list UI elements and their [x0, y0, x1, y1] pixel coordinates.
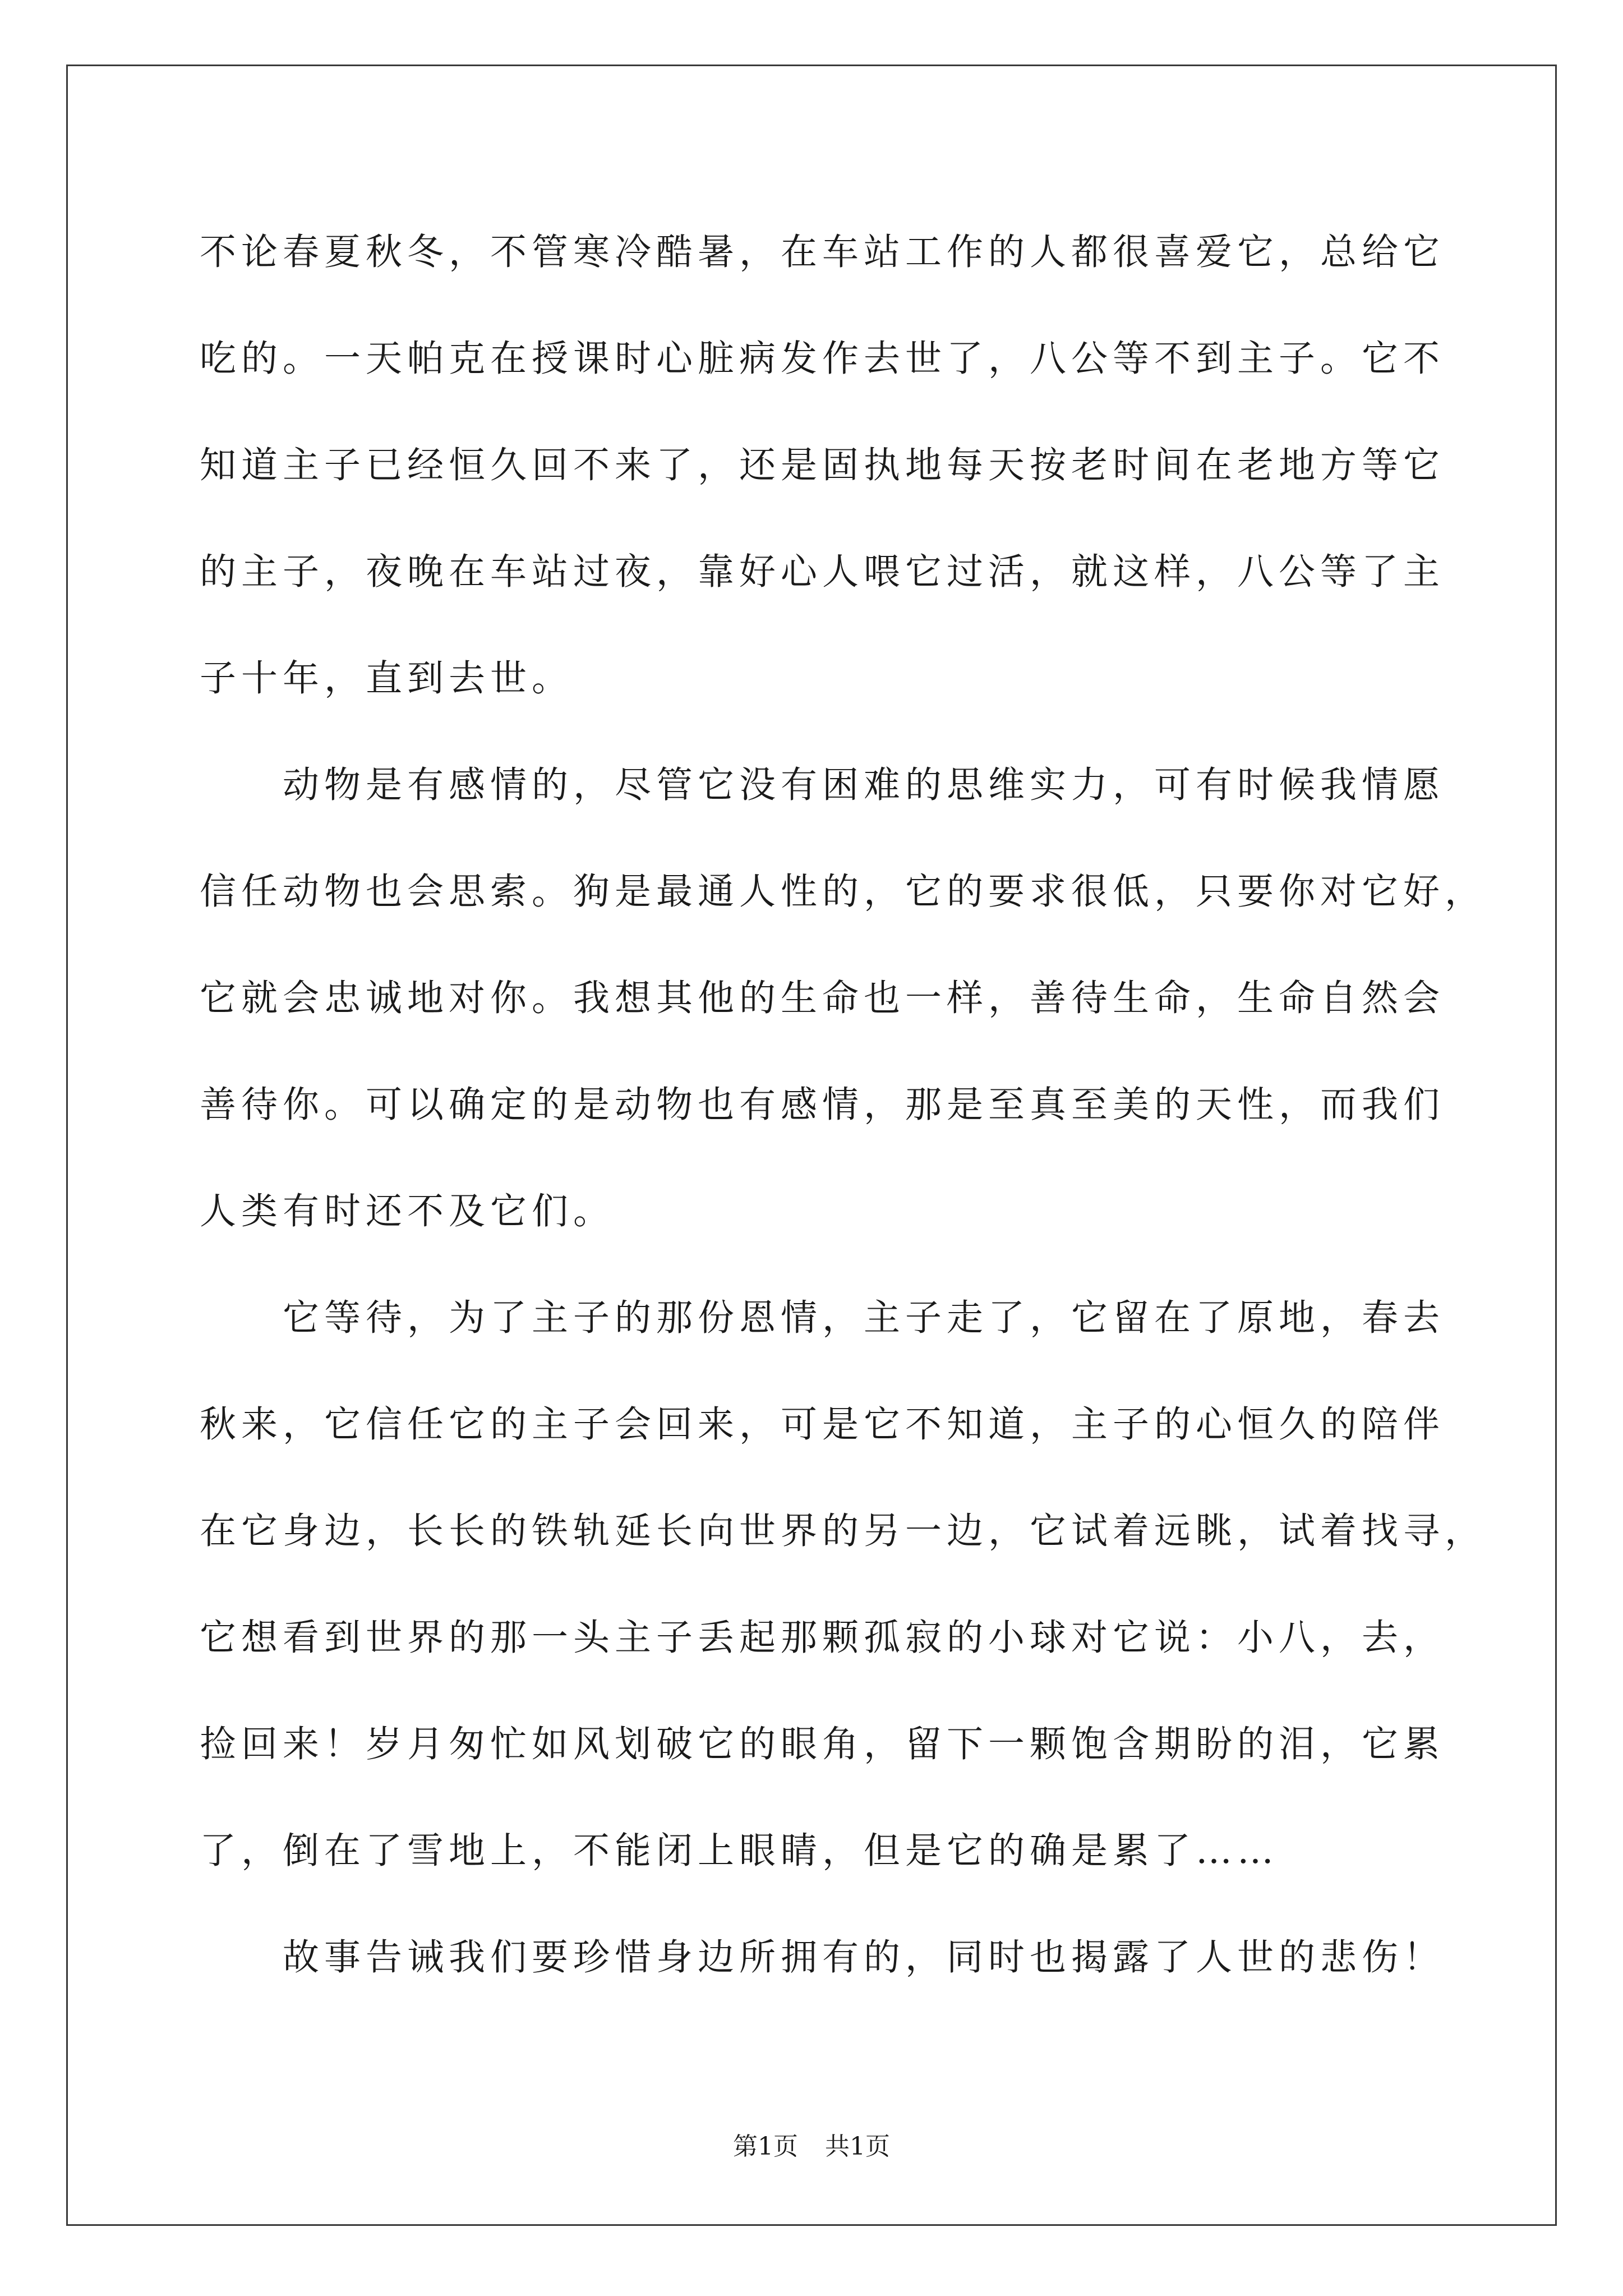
paragraph-3-line-5: 捡回来！岁月匆忙如风划破它的眼角，留下一颗饱含期盼的泪，它累 [200, 1723, 1445, 1765]
paragraph-1-line-4: 的主子，夜晚在车站过夜，靠好心人喂它过活，就这样，八公等了主 [200, 551, 1445, 593]
paragraph-3-line-6: 了，倒在了雪地上，不能闭上眼睛，但是它的确是累了…… [200, 1830, 1279, 1872]
paragraph-2-line-5: 人类有时还不及它们。 [200, 1190, 615, 1232]
paragraph-1-line-2: 吃的。一天帕克在授课时心脏病发作去世了，八公等不到主子。它不 [200, 338, 1445, 380]
paragraph-1-line-5: 子十年，直到去世。 [200, 657, 574, 700]
paragraph-2-line-4: 善待你。可以确定的是动物也有感情，那是至真至美的天性，而我们 [200, 1084, 1445, 1126]
paragraph-1-line-3: 知道主子已经恒久回不来了，还是固执地每天按老时间在老地方等它 [200, 444, 1445, 486]
paragraph-1-line-1: 不论春夏秋冬，不管寒冷酷暑，在车站工作的人都很喜爱它，总给它 [200, 231, 1445, 273]
page-total: 共1页 [825, 2132, 890, 2161]
paragraph-2-line-2: 信任动物也会思索。狗是最通人性的，它的要求很低，只要你对它好， [200, 871, 1487, 913]
page-number: 第1页 [733, 2132, 798, 2161]
paragraph-4-line-1: 故事告诫我们要珍惜身边所拥有的，同时也揭露了人世的悲伤！ [283, 1936, 1445, 1978]
paragraph-2-line-3: 它就会忠诚地对你。我想其他的生命也一样，善待生命，生命自然会 [200, 977, 1445, 1019]
paragraph-3-line-1: 它等待，为了主子的那份恩情，主子走了，它留在了原地，春去 [283, 1297, 1445, 1339]
paragraph-3-line-2: 秋来，它信任它的主子会回来，可是它不知道，主子的心恒久的陪伴 [200, 1404, 1445, 1446]
paragraph-2-line-1: 动物是有感情的，尽管它没有困难的思维实力，可有时候我情愿 [283, 764, 1445, 806]
paragraph-3-line-4: 它想看到世界的那一头主子丢起那颗孤寂的小球对它说：小八，去， [200, 1617, 1445, 1659]
page-footer [0, 2126, 1623, 2162]
document-body [200, 199, 1487, 2011]
paragraph-3-line-3: 在它身边，长长的铁轨延长向世界的另一边，它试着远眺，试着找寻， [200, 1510, 1487, 1552]
